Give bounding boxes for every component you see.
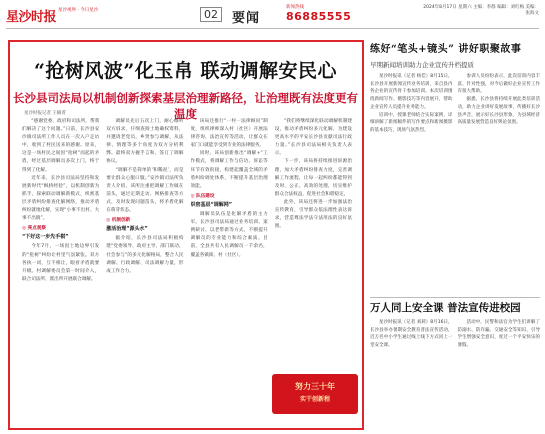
section-title: 要闻 [232, 11, 261, 26]
main-story-frame[interactable] [8, 40, 364, 430]
hotline-number: 86885555 [286, 10, 352, 23]
article-paragraph: 星沙时报讯（记者 杨佳）8月15日，长沙县开展新闻宣传业务培训，来自县内各企业的宣传骨干参加培训。本次培训围绕新闻写作、摄影技巧等内容展开，帮助企业宣传人员提升业务能力。 [370, 74, 453, 110]
article-column [22, 118, 99, 423]
article-column [370, 73, 453, 293]
article-paragraph: 今年7月，一场因土地边界引发的“抢树”纠纷让村里气氛紧张。双方各执一词，互不相让，眼看矛盾就要升级。村调解委员会第一时间介入，联合司法所、派出所开展联合调解。 [22, 244, 100, 282]
article-column [370, 319, 453, 419]
main-subhead: 长沙县司法局以机制创新探索基层治理新路径，让治理既有法度更有温度 [13, 91, 358, 121]
article-paragraph: 据介绍，长沙县司法局积极构建“党委领导、政府主导、部门联动、社会参与”的多元化解格局，整合人民调解、行政调解、司法调解力量，形成工作合力。 [106, 236, 184, 274]
section-kicker: ◎ 亮点观察 [22, 226, 46, 232]
section-subtitle: 激活治理“源头水” [106, 226, 148, 233]
main-byline: 星沙时报记者 王楠菁 [24, 111, 66, 116]
article-paragraph: 据悉，长沙县将持续开展此类培训活动，助力企业讲好发展故事，传播好长沙县声音，展示好长沙县形象，为县域经济高质量发展营造良好舆论氛围。 [457, 97, 540, 126]
article-paragraph: 调解员队伍是化解矛盾的主力军。长沙县司法局通过业务培训、案例研讨、以老带新等方式，不断提升调解员的专业能力和综合素质。目前，全县共有人民调解员一千余名，覆盖各镇街、村（社区）。 [190, 212, 268, 258]
article-paragraph: 活动中，民警和法官为学生们讲解了防溺水、防诈骗、交通安全等知识，引导学生增强安全意识，度过一个平安快乐的暑假。 [457, 320, 540, 349]
article-column [458, 319, 541, 419]
article-paragraph: “我们将继续深化联动调解机制建设，推动矛盾纠纷多元化解，为建设更高水平的平安长沙县贡献司法行政力量。”长沙县司法局相关负责人表示。 [274, 119, 352, 157]
masthead [0, 0, 545, 34]
article-column [106, 118, 183, 423]
hotline-label: 新闻热线 [286, 5, 304, 10]
right-column-divider [370, 297, 540, 298]
badge-line-2: 实干创新程 [299, 396, 330, 403]
article-paragraph: 此外，该局还将进一步加强法治宣传教育，引导群众依法理性表达诉求，营造尊法学法守法用法的良好氛围。 [274, 199, 352, 230]
section-subtitle: 织密基层“调解网” [190, 201, 233, 208]
page-number-box: 02 [200, 7, 222, 22]
article-paragraph: 近年来，长沙县司法局坚持和发展新时代“枫桥经验”，以机制创新为抓手，探索联动调解新模式，织密基层矛盾纠纷排查化解网络，推动矛盾纠纷就地化解，实现“小事不出村、大事不出镇”。 [22, 175, 100, 222]
anniversary-badge [272, 374, 358, 414]
logo-tagline: 星沙视界 · 今日星沙 [58, 8, 99, 13]
article-paragraph: 参训人员纷纷表示，此次培训内容丰富、针对性强，对今后做好企业宣传工作有很大帮助。 [457, 74, 540, 95]
right-story-2-headline[interactable]: 万人同上安全课 普法宣传进校园 [370, 302, 521, 314]
section-kicker: ◎ 机制创新 [106, 218, 131, 224]
article-paragraph: 培训中，授课老师结合实际案例，详细讲解了新闻稿件的写作要点和新闻摄影的基本技巧，现场气氛热烈。 [370, 112, 453, 133]
article-column [191, 118, 268, 423]
right-story-1-headline[interactable]: 练好“笔头+镜头” 讲好职聚故事 [370, 44, 522, 55]
section-subtitle: “下好这一步先手棋” [22, 234, 69, 241]
article-paragraph: “调解不是简单的‘和稀泥’，而是要让群众心服口服。”安沙镇司法所负责人介绍，该所注重把调解工作做在前头，通过定期走访、网格排查等方式，及时发现问题苗头，将矛盾化解在萌芽状态。 [106, 167, 184, 214]
page-number [200, 7, 226, 22]
dateline: 2024年8月17日 星期六 主编：李群 编辑：刘红梅 美编：张海文 [423, 5, 539, 16]
article-paragraph: 该局还推行“一村一法律顾问”制度，组织律师深入村（社区）开展法律咨询、法治宣传等活动，让群众在家门口就能享受到专业的法律服务。 [190, 119, 268, 149]
newspaper-logo: 星沙时报 [6, 10, 57, 25]
article-paragraph: 星沙时报讯（记者 刘莉）8月16日，长沙县举办暑期安全教育普法宣传活动，近万名中小学生通过线上线下方式同上一堂安全课。 [370, 320, 453, 349]
right-story-1-subhead: 早期新闻培训助力企业宣传升档提质 [370, 61, 474, 69]
section-kicker: ◎ 队伍建设 [190, 193, 215, 199]
main-headline: “抢树风波”化玉帛 联动调解安民心 [34, 60, 337, 82]
right-story-1-columns [370, 73, 540, 293]
badge-line-1: 努力三十年 [295, 382, 335, 391]
article-paragraph: 同时，该局创新推出“调解+”工作模式，将调解工作与信访、诉讼等环节有效衔接，构建起覆盖全域的矛盾纠纷调处体系，不断提升基层治理效能。 [190, 151, 268, 189]
masthead-rule [6, 28, 539, 29]
right-column [370, 40, 540, 430]
article-column [458, 73, 541, 293]
article-paragraph: “感谢党委、政府和司法所，帮我们解决了这个问题。”日前，长沙县安沙镇司法所工作人员在一次入户走访中，收到了村民送来的感谢。原来，这是一场村民之间因“抢树”而起的矛盾，经过基层调解员多次上门，终于得到了化解。 [22, 119, 100, 173]
article-paragraph: 调解员先后五次上门，耐心倾听双方诉求，仔细查阅土地确权资料，并邀请老党员、乡贤参与调解，从法律、情理等多个角度为双方分析利弊。最终双方握手言和，签订了调解协议。 [106, 119, 184, 165]
right-story-2-columns [370, 319, 540, 419]
article-paragraph: 下一步，该局将持续推进诉源治理，加大矛盾纠纷排查力度，完善调解工作流程，让每一起纠纷都能得到及时、公正、高效的处理，切实维护群众合法权益，促进社会和谐稳定。 [274, 159, 352, 197]
